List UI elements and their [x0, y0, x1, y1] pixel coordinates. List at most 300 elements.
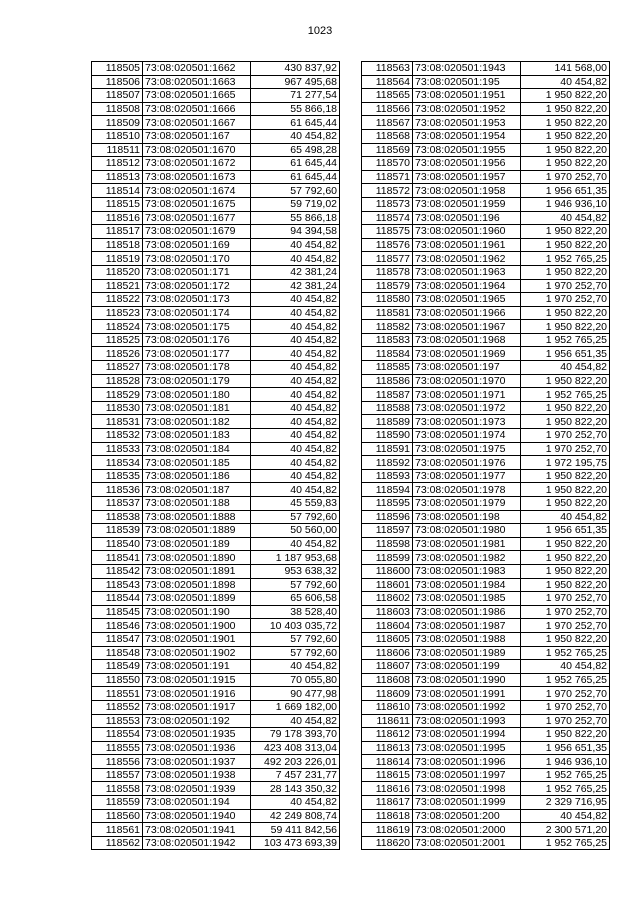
table-row	[92, 265, 340, 279]
table-row	[362, 75, 610, 89]
cadastral-number: 73:08:020501:1672	[143, 157, 251, 171]
cadastral-number: 73:08:020501:1663	[143, 75, 251, 89]
row-number: 118511	[92, 143, 143, 157]
table-row	[362, 497, 610, 511]
table-row	[362, 605, 610, 619]
cadastral-number: 73:08:020501:173	[143, 293, 251, 307]
cadastral-number: 73:08:020501:1890	[143, 551, 251, 565]
cadastral-value: 71 277,54	[251, 89, 340, 103]
cadastral-number: 73:08:020501:169	[143, 238, 251, 252]
table-row	[92, 592, 340, 606]
cadastral-value: 1 950 822,20	[521, 238, 610, 252]
table-row	[362, 510, 610, 524]
table-row	[362, 741, 610, 755]
table-row	[92, 524, 340, 538]
cadastral-value: 1 952 765,25	[521, 333, 610, 347]
table-row	[362, 564, 610, 578]
cadastral-value: 40 454,82	[251, 238, 340, 252]
cadastral-value: 61 645,44	[251, 170, 340, 184]
table-row	[92, 768, 340, 782]
row-number: 118543	[92, 578, 143, 592]
cadastral-number: 73:08:020501:186	[143, 469, 251, 483]
table-row	[92, 483, 340, 497]
row-number: 118525	[92, 333, 143, 347]
cadastral-number: 73:08:020501:1674	[143, 184, 251, 198]
cadastral-value: 57 792,60	[251, 632, 340, 646]
cadastral-number: 73:08:020501:1954	[413, 129, 521, 143]
cadastral-value: 61 645,44	[251, 157, 340, 171]
row-number: 118568	[362, 129, 413, 143]
row-number: 118586	[362, 374, 413, 388]
row-number: 118583	[362, 333, 413, 347]
table-row	[362, 755, 610, 769]
cadastral-number: 73:08:020501:1999	[413, 796, 521, 810]
cadastral-number: 73:08:020501:194	[143, 796, 251, 810]
row-number: 118591	[362, 442, 413, 456]
cadastral-value: 1 972 195,75	[521, 456, 610, 470]
table-row	[362, 673, 610, 687]
row-number: 118514	[92, 184, 143, 198]
cadastral-value: 40 454,82	[251, 361, 340, 375]
row-number: 118562	[92, 836, 143, 850]
cadastral-number: 73:08:020501:167	[143, 129, 251, 143]
cadastral-value: 40 454,82	[251, 293, 340, 307]
row-number: 118527	[92, 361, 143, 375]
table-row	[92, 510, 340, 524]
cadastral-value: 1 956 651,35	[521, 184, 610, 198]
table-row	[92, 197, 340, 211]
row-number: 118613	[362, 741, 413, 755]
row-number: 118546	[92, 619, 143, 633]
table-row	[362, 524, 610, 538]
row-number: 118547	[92, 632, 143, 646]
row-number: 118538	[92, 510, 143, 524]
table-row	[92, 361, 340, 375]
cadastral-value: 40 454,82	[521, 361, 610, 375]
cadastral-number: 73:08:020501:1993	[413, 714, 521, 728]
row-number: 118532	[92, 429, 143, 443]
cadastral-value: 953 638,32	[251, 564, 340, 578]
cadastral-value: 492 203 226,01	[251, 755, 340, 769]
row-number: 118558	[92, 782, 143, 796]
row-number: 118589	[362, 415, 413, 429]
row-number: 118580	[362, 293, 413, 307]
cadastral-number: 73:08:020501:1966	[413, 306, 521, 320]
cadastral-number: 73:08:020501:1938	[143, 768, 251, 782]
cadastral-number: 73:08:020501:1961	[413, 238, 521, 252]
row-number: 118572	[362, 184, 413, 198]
row-number: 118564	[362, 75, 413, 89]
cadastral-number: 73:08:020501:1986	[413, 605, 521, 619]
cadastral-number: 73:08:020501:1974	[413, 429, 521, 443]
cadastral-number: 73:08:020501:1679	[143, 225, 251, 239]
cadastral-number: 73:08:020501:1916	[143, 687, 251, 701]
row-number: 118587	[362, 388, 413, 402]
row-number: 118521	[92, 279, 143, 293]
cadastral-number: 73:08:020501:1987	[413, 619, 521, 633]
cadastral-number: 73:08:020501:190	[143, 605, 251, 619]
table-row	[92, 157, 340, 171]
cadastral-value: 430 837,92	[251, 62, 340, 76]
cadastral-number: 73:08:020501:1995	[413, 741, 521, 755]
cadastral-value: 967 495,68	[251, 75, 340, 89]
cadastral-value: 1 952 765,25	[521, 673, 610, 687]
cadastral-number: 73:08:020501:1899	[143, 592, 251, 606]
table-row	[362, 184, 610, 198]
row-number: 118588	[362, 401, 413, 415]
cadastral-value: 40 454,82	[251, 347, 340, 361]
table-row	[362, 129, 610, 143]
cadastral-value: 1 952 765,25	[521, 768, 610, 782]
table-row	[362, 632, 610, 646]
cadastral-value: 40 454,82	[251, 660, 340, 674]
row-number: 118615	[362, 768, 413, 782]
row-number: 118565	[362, 89, 413, 103]
row-number: 118554	[92, 728, 143, 742]
row-number: 118556	[92, 755, 143, 769]
table-row	[362, 361, 610, 375]
table-row	[92, 728, 340, 742]
cadastral-value: 1 950 822,20	[521, 469, 610, 483]
cadastral-value: 1 970 252,70	[521, 605, 610, 619]
row-number: 118577	[362, 252, 413, 266]
cadastral-value: 40 454,82	[521, 809, 610, 823]
cadastral-number: 73:08:020501:195	[413, 75, 521, 89]
row-number: 118519	[92, 252, 143, 266]
cadastral-number: 73:08:020501:1984	[413, 578, 521, 592]
cadastral-number: 73:08:020501:1955	[413, 143, 521, 157]
cadastral-value: 40 454,82	[251, 714, 340, 728]
cadastral-value: 1 950 822,20	[521, 320, 610, 334]
row-number: 118616	[362, 782, 413, 796]
cadastral-number: 73:08:020501:1965	[413, 293, 521, 307]
table-row	[92, 415, 340, 429]
row-number: 118566	[362, 102, 413, 116]
table-row	[92, 333, 340, 347]
table-row	[362, 429, 610, 443]
row-number: 118515	[92, 197, 143, 211]
row-number: 118603	[362, 605, 413, 619]
table-row	[362, 374, 610, 388]
table-row	[92, 564, 340, 578]
table-row	[362, 768, 610, 782]
table-row	[362, 143, 610, 157]
cadastral-value: 7 457 231,77	[251, 768, 340, 782]
table-row	[362, 116, 610, 130]
row-number: 118595	[362, 497, 413, 511]
row-number: 118570	[362, 157, 413, 171]
table-row	[92, 129, 340, 143]
cadastral-value: 40 454,82	[251, 333, 340, 347]
row-number: 118585	[362, 361, 413, 375]
row-number: 118561	[92, 823, 143, 837]
cadastral-number: 73:08:020501:1662	[143, 62, 251, 76]
cadastral-number: 73:08:020501:1976	[413, 456, 521, 470]
cadastral-value: 40 454,82	[251, 429, 340, 443]
row-number: 118522	[92, 293, 143, 307]
cadastral-value: 42 249 808,74	[251, 809, 340, 823]
cadastral-number: 73:08:020501:1968	[413, 333, 521, 347]
cadastral-value: 40 454,82	[521, 75, 610, 89]
cadastral-number: 73:08:020501:1982	[413, 551, 521, 565]
cadastral-number: 73:08:020501:1978	[413, 483, 521, 497]
row-number: 118528	[92, 374, 143, 388]
row-number: 118523	[92, 306, 143, 320]
cadastral-value: 45 559,83	[251, 497, 340, 511]
cadastral-value: 57 792,60	[251, 184, 340, 198]
cadastral-number: 73:08:020501:1973	[413, 415, 521, 429]
cadastral-value: 50 560,00	[251, 524, 340, 538]
table-row	[92, 442, 340, 456]
cadastral-number: 73:08:020501:183	[143, 429, 251, 443]
cadastral-number: 73:08:020501:1956	[413, 157, 521, 171]
table-row	[92, 782, 340, 796]
row-number: 118549	[92, 660, 143, 674]
cadastral-value: 1 950 822,20	[521, 537, 610, 551]
cadastral-number: 73:08:020501:171	[143, 265, 251, 279]
cadastral-value: 40 454,82	[251, 796, 340, 810]
cadastral-value: 1 950 822,20	[521, 143, 610, 157]
cadastral-number: 73:08:020501:1942	[143, 836, 251, 850]
cadastral-value: 2 300 571,20	[521, 823, 610, 837]
cadastral-value: 1 970 252,70	[521, 279, 610, 293]
table-row	[92, 116, 340, 130]
row-number: 118592	[362, 456, 413, 470]
cadastral-number: 73:08:020501:189	[143, 537, 251, 551]
cadastral-number: 73:08:020501:1979	[413, 497, 521, 511]
cadastral-number: 73:08:020501:1888	[143, 510, 251, 524]
cadastral-value: 40 454,82	[251, 483, 340, 497]
cadastral-number: 73:08:020501:187	[143, 483, 251, 497]
table-row	[92, 700, 340, 714]
table-row	[362, 469, 610, 483]
cadastral-number: 73:08:020501:1891	[143, 564, 251, 578]
cadastral-value: 57 792,60	[251, 578, 340, 592]
table-row	[362, 347, 610, 361]
table-row	[92, 646, 340, 660]
table-row	[92, 687, 340, 701]
cadastral-value: 1 950 822,20	[521, 89, 610, 103]
row-number: 118612	[362, 728, 413, 742]
row-number: 118559	[92, 796, 143, 810]
row-number: 118571	[362, 170, 413, 184]
table-row	[92, 469, 340, 483]
cadastral-value: 1 952 765,25	[521, 388, 610, 402]
cadastral-number: 73:08:020501:185	[143, 456, 251, 470]
cadastral-value: 57 792,60	[251, 646, 340, 660]
cadastral-number: 73:08:020501:1900	[143, 619, 251, 633]
cadastral-number: 73:08:020501:1935	[143, 728, 251, 742]
cadastral-value: 1 950 822,20	[521, 497, 610, 511]
table-row	[92, 89, 340, 103]
row-number: 118576	[362, 238, 413, 252]
row-number: 118536	[92, 483, 143, 497]
row-number: 118557	[92, 768, 143, 782]
cadastral-number: 73:08:020501:1969	[413, 347, 521, 361]
table-row	[362, 728, 610, 742]
row-number: 118601	[362, 578, 413, 592]
cadastral-number: 73:08:020501:1975	[413, 442, 521, 456]
table-row	[362, 211, 610, 225]
row-number: 118610	[362, 700, 413, 714]
row-number: 118555	[92, 741, 143, 755]
table-row	[92, 320, 340, 334]
cadastral-value: 1 950 822,20	[521, 415, 610, 429]
cadastral-value: 423 408 313,04	[251, 741, 340, 755]
row-number: 118605	[362, 632, 413, 646]
cadastral-number: 73:08:020501:174	[143, 306, 251, 320]
row-number: 118560	[92, 809, 143, 823]
row-number: 118533	[92, 442, 143, 456]
row-number: 118540	[92, 537, 143, 551]
cadastral-number: 73:08:020501:170	[143, 252, 251, 266]
row-number: 118602	[362, 592, 413, 606]
cadastral-value: 1 952 765,25	[521, 782, 610, 796]
cadastral-number: 73:08:020501:177	[143, 347, 251, 361]
cadastral-value: 38 528,40	[251, 605, 340, 619]
table-row	[92, 673, 340, 687]
table-row	[362, 578, 610, 592]
table-row	[362, 102, 610, 116]
table-row	[362, 700, 610, 714]
table-row	[92, 605, 340, 619]
cadastral-value: 94 394,58	[251, 225, 340, 239]
cadastral-number: 73:08:020501:1952	[413, 102, 521, 116]
cadastral-value: 1 950 822,20	[521, 306, 610, 320]
table-row	[92, 225, 340, 239]
cadastral-number: 73:08:020501:172	[143, 279, 251, 293]
table-row	[362, 782, 610, 796]
table-row	[92, 796, 340, 810]
table-row	[92, 660, 340, 674]
cadastral-value: 40 454,82	[251, 129, 340, 143]
table-row	[362, 836, 610, 850]
cadastral-number: 73:08:020501:1970	[413, 374, 521, 388]
table-row	[362, 388, 610, 402]
cadastral-number: 73:08:020501:1985	[413, 592, 521, 606]
cadastral-value: 40 454,82	[251, 252, 340, 266]
cadastral-value: 1 950 822,20	[521, 632, 610, 646]
table-row	[92, 619, 340, 633]
table-row	[362, 252, 610, 266]
cadastral-value: 65 606,58	[251, 592, 340, 606]
cadastral-value: 1 950 822,20	[521, 578, 610, 592]
table-row	[92, 551, 340, 565]
cadastral-number: 73:08:020501:1943	[413, 62, 521, 76]
row-number: 118581	[362, 306, 413, 320]
cadastral-value: 2 329 716,95	[521, 796, 610, 810]
cadastral-number: 73:08:020501:196	[413, 211, 521, 225]
cadastral-number: 73:08:020501:1958	[413, 184, 521, 198]
cadastral-number: 73:08:020501:1960	[413, 225, 521, 239]
row-number: 118553	[92, 714, 143, 728]
table-row	[92, 388, 340, 402]
row-number: 118513	[92, 170, 143, 184]
cadastral-number: 73:08:020501:1990	[413, 673, 521, 687]
cadastral-number: 73:08:020501:1667	[143, 116, 251, 130]
table-row	[362, 306, 610, 320]
table-row	[92, 238, 340, 252]
table-row	[362, 265, 610, 279]
row-number: 118598	[362, 537, 413, 551]
row-number: 118599	[362, 551, 413, 565]
row-number: 118520	[92, 265, 143, 279]
table-row	[92, 143, 340, 157]
table-row	[362, 483, 610, 497]
row-number: 118551	[92, 687, 143, 701]
cadastral-value: 1 950 822,20	[521, 265, 610, 279]
cadastral-value: 57 792,60	[251, 510, 340, 524]
cadastral-number: 73:08:020501:200	[413, 809, 521, 823]
row-number: 118510	[92, 129, 143, 143]
row-number: 118531	[92, 415, 143, 429]
cadastral-number: 73:08:020501:178	[143, 361, 251, 375]
row-number: 118505	[92, 62, 143, 76]
cadastral-value: 1 946 936,10	[521, 197, 610, 211]
cadastral-number: 73:08:020501:1951	[413, 89, 521, 103]
table-row	[92, 741, 340, 755]
cadastral-value: 61 645,44	[251, 116, 340, 130]
cadastral-number: 73:08:020501:176	[143, 333, 251, 347]
cadastral-value: 65 498,28	[251, 143, 340, 157]
cadastral-number: 73:08:020501:1962	[413, 252, 521, 266]
table-row	[92, 429, 340, 443]
cadastral-number: 73:08:020501:1983	[413, 564, 521, 578]
table-row	[92, 170, 340, 184]
table-row	[92, 632, 340, 646]
row-number: 118604	[362, 619, 413, 633]
row-number: 118530	[92, 401, 143, 415]
cadastral-number: 73:08:020501:1972	[413, 401, 521, 415]
cadastral-number: 73:08:020501:1675	[143, 197, 251, 211]
cadastral-number: 73:08:020501:179	[143, 374, 251, 388]
cadastral-value: 40 454,82	[251, 306, 340, 320]
cadastral-number: 73:08:020501:1941	[143, 823, 251, 837]
row-number: 118573	[362, 197, 413, 211]
cadastral-value: 1 952 765,25	[521, 836, 610, 850]
row-number: 118575	[362, 225, 413, 239]
cadastral-value: 40 454,82	[521, 211, 610, 225]
page-number: 1023	[307, 25, 333, 37]
table-row	[92, 293, 340, 307]
row-number: 118544	[92, 592, 143, 606]
table-row	[92, 497, 340, 511]
cadastral-value: 1 970 252,70	[521, 619, 610, 633]
cadastral-number: 73:08:020501:1997	[413, 768, 521, 782]
cadastral-number: 73:08:020501:1981	[413, 537, 521, 551]
cadastral-number: 73:08:020501:1998	[413, 782, 521, 796]
cadastral-number: 73:08:020501:1957	[413, 170, 521, 184]
row-number: 118548	[92, 646, 143, 660]
cadastral-number: 73:08:020501:1673	[143, 170, 251, 184]
cadastral-number: 73:08:020501:1917	[143, 700, 251, 714]
row-number: 118524	[92, 320, 143, 334]
cadastral-value: 1 970 252,70	[521, 592, 610, 606]
cadastral-number: 73:08:020501:1994	[413, 728, 521, 742]
cadastral-value: 42 381,24	[251, 265, 340, 279]
cadastral-number: 73:08:020501:2001	[413, 836, 521, 850]
row-number: 118584	[362, 347, 413, 361]
cadastral-value: 1 950 822,20	[521, 374, 610, 388]
cadastral-number: 73:08:020501:175	[143, 320, 251, 334]
cadastral-value: 1 950 822,20	[521, 728, 610, 742]
cadastral-value: 1 950 822,20	[521, 564, 610, 578]
row-number: 118614	[362, 755, 413, 769]
row-number: 118537	[92, 497, 143, 511]
table-row	[92, 374, 340, 388]
cadastral-number: 73:08:020501:1959	[413, 197, 521, 211]
data-table-left	[91, 61, 340, 850]
